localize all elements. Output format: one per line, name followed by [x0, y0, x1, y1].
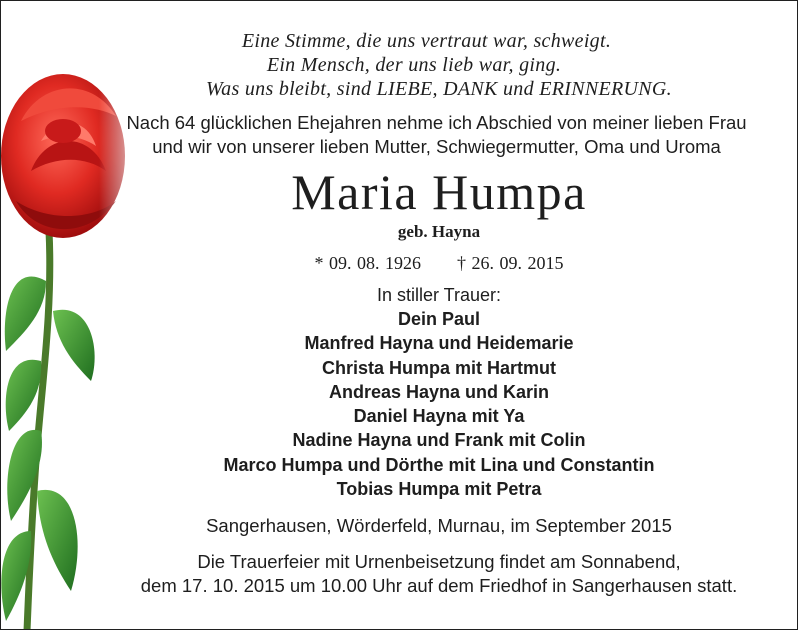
poem-line: Eine Stimme, die uns vertraut war, schweigt.	[241, 30, 612, 52]
intro-line: und wir von unserer lieben Mutter, Schwiegermutter, Oma und Uroma	[152, 136, 721, 157]
ceremony-info	[1, 550, 797, 598]
death-date: † 26. 09. 2015	[457, 253, 564, 273]
poem-line: Ein Mensch, der uns lieb war, ging.	[266, 54, 562, 76]
mourner-name: Tobias Humpa mit Petra	[336, 479, 542, 500]
ceremony-line: Die Trauerfeier mit Urnenbeisetzung findet am Sonnabend,	[197, 551, 681, 573]
mourning-heading: In stiller Trauer:	[376, 285, 502, 305]
mourner-name: Manfred Hayna und Heidemarie	[304, 333, 574, 354]
farewell-intro	[1, 111, 797, 159]
mourner-name: Nadine Hayna und Frank mit Colin	[292, 430, 586, 451]
mourner-name: Andreas Hayna und Karin	[328, 381, 550, 402]
mourner-name: Dein Paul	[397, 309, 481, 329]
deceased-name: Maria Humpa	[291, 164, 587, 220]
mourners-list	[1, 307, 797, 501]
place-and-date: Sangerhausen, Wörderfeld, Murnau, im September 2015	[206, 515, 672, 537]
notice-content	[1, 1, 797, 598]
birth-date: * 09. 08. 1926	[314, 253, 421, 273]
mourner-name: Christa Humpa mit Hartmut	[321, 357, 557, 378]
maiden-name: geb. Hayna	[397, 222, 481, 241]
poem-line: Was uns bleibt, sind LIEBE, DANK und ERINNERUNG.	[206, 78, 672, 100]
intro-line: Nach 64 glücklichen Ehejahren nehme ich Abschied von meiner lieben Frau	[126, 112, 747, 133]
mourner-name: Marco Humpa und Dörthe mit Lina und Constantin	[223, 454, 655, 475]
life-dates	[1, 251, 797, 275]
mourner-name: Daniel Hayna mit Ya	[353, 406, 525, 427]
ceremony-line: dem 17. 10. 2015 um 10.00 Uhr auf dem Friedhof in Sangerhausen statt.	[140, 575, 738, 597]
memorial-poem	[1, 29, 797, 101]
